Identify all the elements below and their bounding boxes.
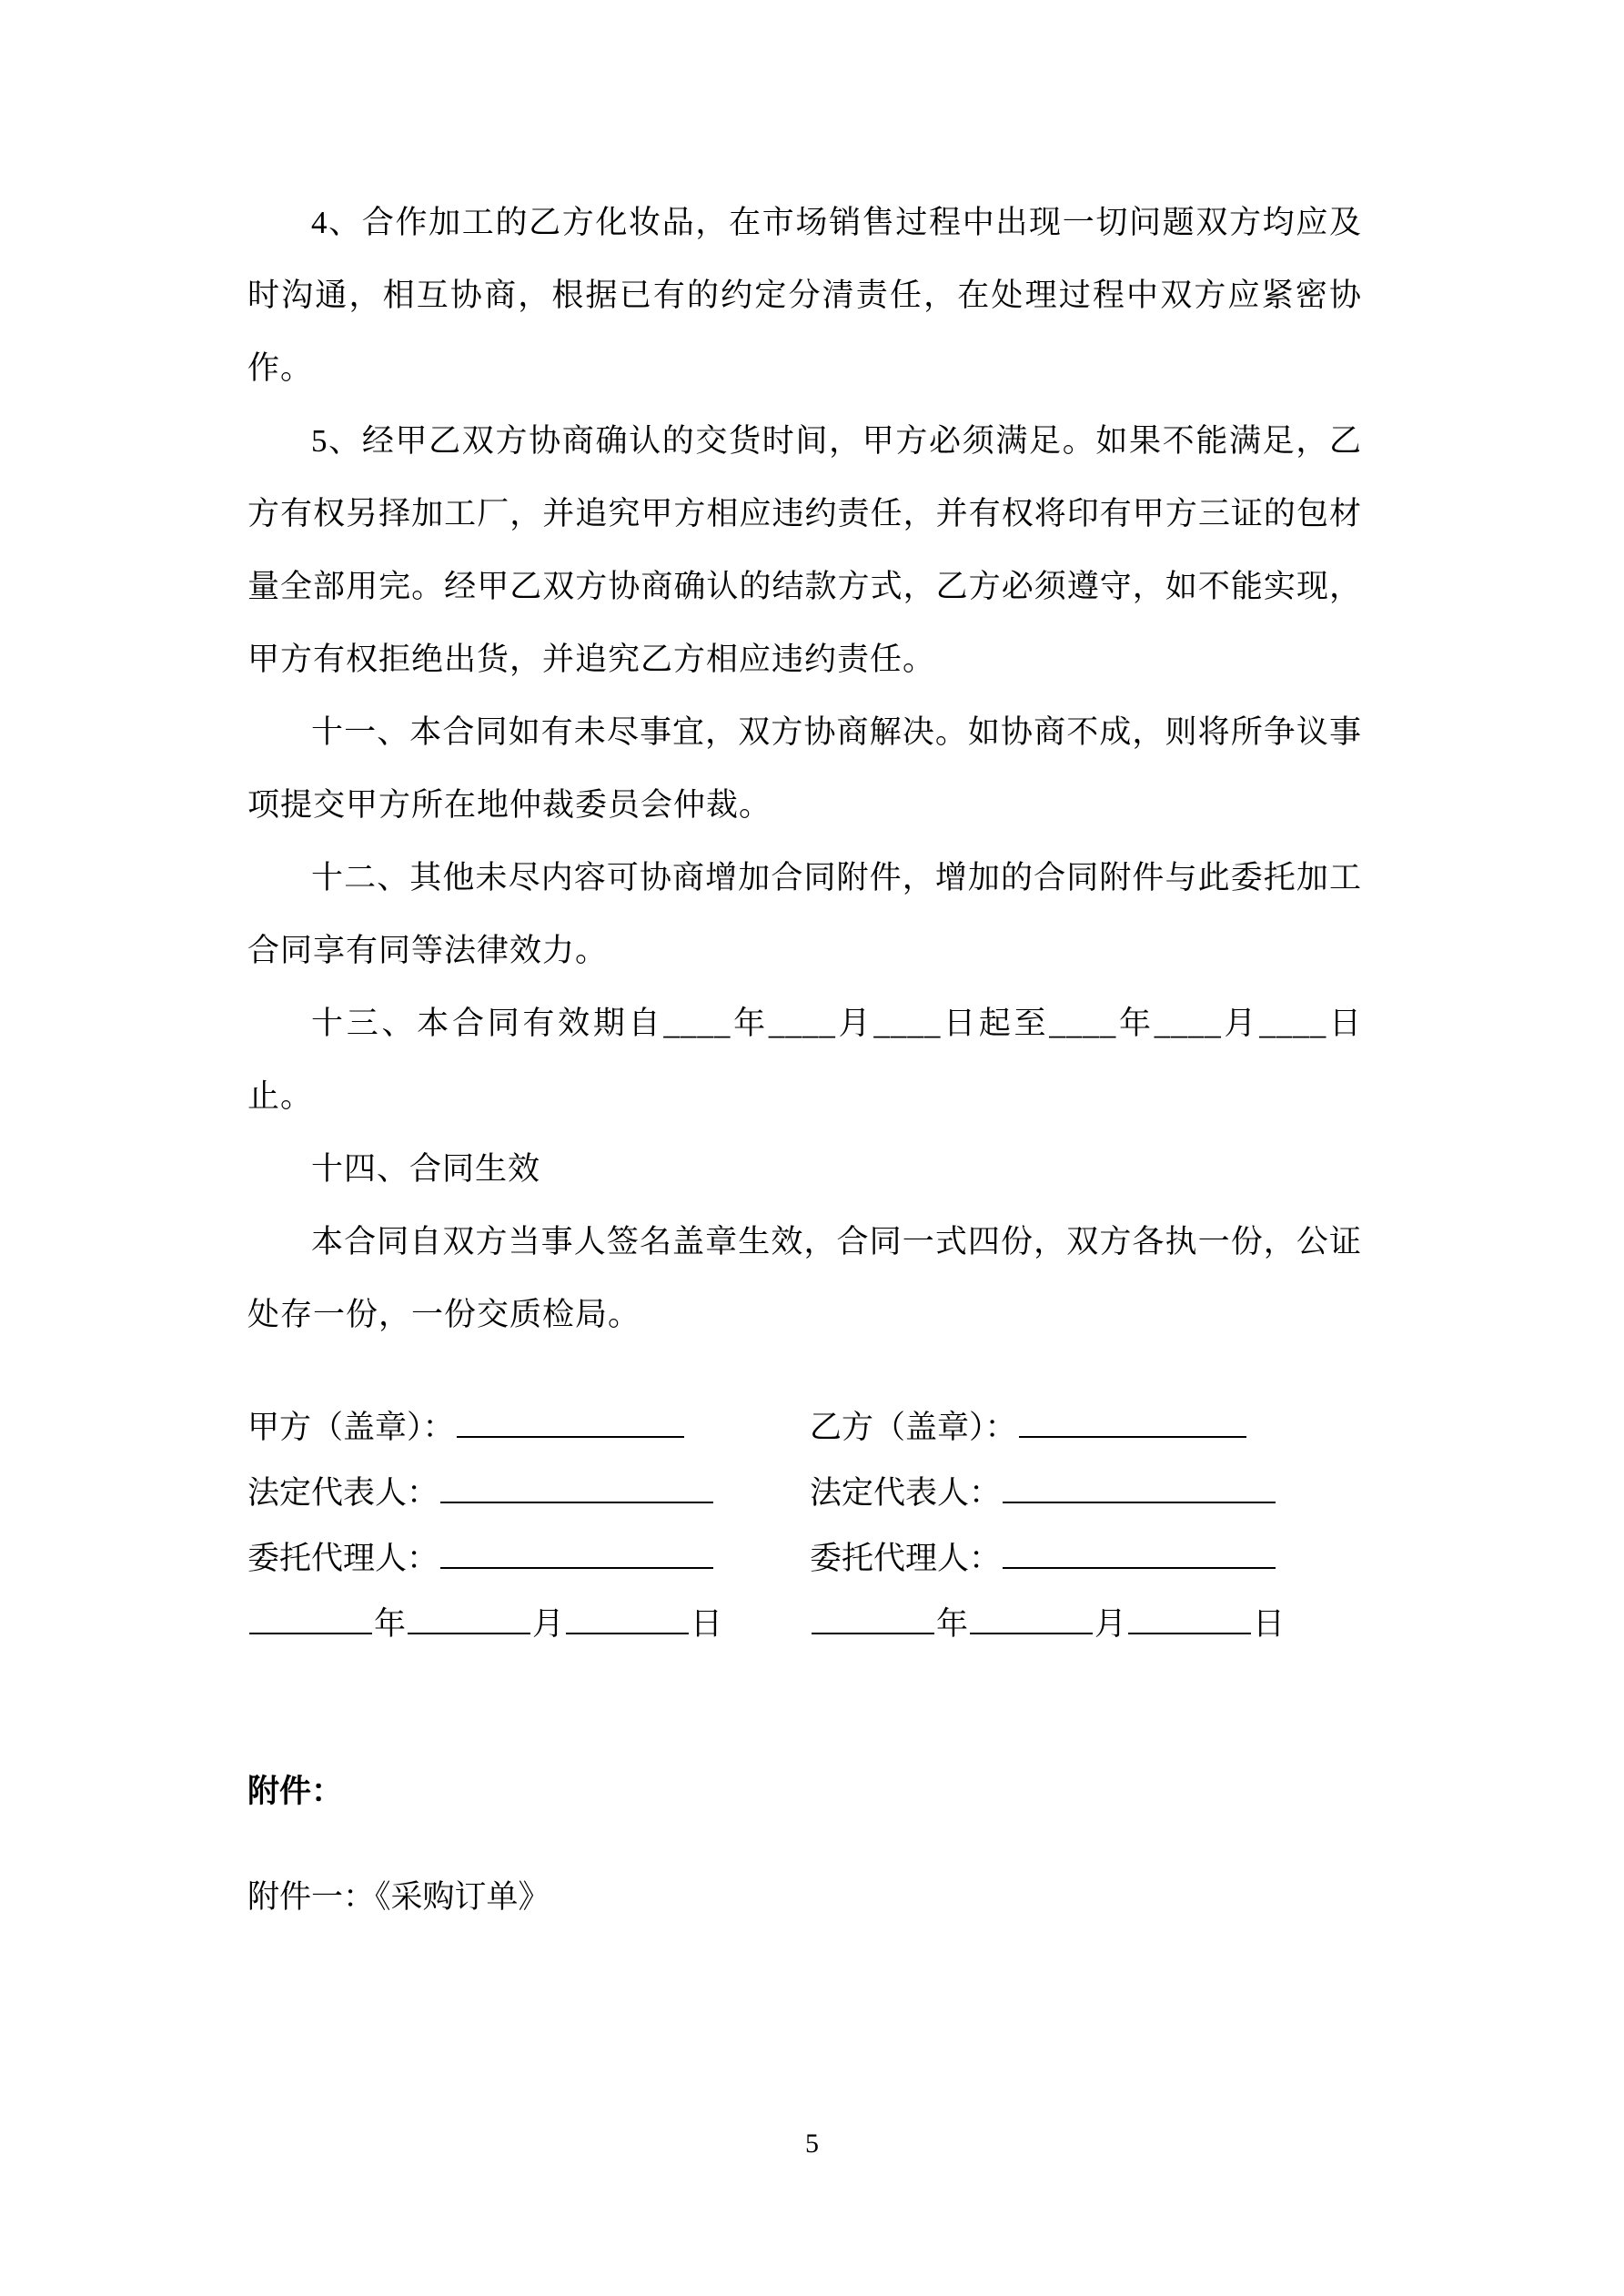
paragraph-effectiveness: 本合同自双方当事人签名盖章生效，合同一式四份，双方各执一份，公证处存一份，一份交质检局。 [247, 1224, 1362, 1332]
party-a-agent-label: 委托代理人： [247, 1541, 439, 1576]
party-a-legal-rep-blank [440, 1502, 713, 1503]
signature-grid [247, 1395, 1362, 1657]
party-a-seal-blank [457, 1436, 684, 1438]
party-b-seal-blank [1019, 1436, 1246, 1438]
party-a-day-label: 日 [691, 1606, 723, 1642]
party-b-year-label: 年 [936, 1606, 969, 1642]
party-b-agent-label: 委托代理人： [810, 1541, 1002, 1576]
party-b-legal-rep-blank [1003, 1502, 1276, 1503]
party-a-agent-blank [440, 1567, 713, 1569]
party-a-year-label: 年 [374, 1606, 407, 1642]
party-b-seal-label: 乙方（盖章）： [810, 1410, 1017, 1445]
party-a-agent-row [247, 1526, 810, 1592]
party-b-day-label: 日 [1253, 1606, 1286, 1642]
party-b-year-blank [812, 1633, 934, 1634]
party-b-day-blank [1128, 1633, 1251, 1634]
document-content [247, 187, 1362, 1934]
party-b-seal-row [810, 1395, 1362, 1461]
party-b-month-blank [970, 1633, 1093, 1634]
attachments-heading: 附件： [247, 1774, 344, 1809]
party-b-agent-row [810, 1526, 1362, 1592]
party-b-date-row [810, 1592, 1362, 1657]
party-a-date-row [247, 1592, 810, 1657]
party-a-day-blank [566, 1633, 689, 1634]
party-b-legal-rep-row [810, 1461, 1362, 1526]
party-a-legal-rep-label: 法定代表人： [247, 1475, 439, 1511]
signature-block [247, 1395, 1362, 1657]
paragraph-4: 4、合作加工的乙方化妆品，在市场销售过程中出现一切问题双方均应及时沟通，相互协商，根据已有的约定分清责任，在处理过程中双方应紧密协作。 [247, 205, 1362, 386]
paragraph-5: 5、经甲乙双方协商确认的交货时间，甲方必须满足。如果不能满足，乙方有权另择加工厂，并追究甲方相应违约责任，并有权将印有甲方三证的包材量全部用完。经甲乙双方协商确认的结款方式，乙方必须遵守，如不能实现，甲方有权拒绝出货，并追究乙方相应违约责任。 [247, 423, 1362, 677]
signature-party-a [247, 1395, 810, 1657]
paragraph-11: 十一、本合同如有未尽事宜，双方协商解决。如协商不成，则将所争议事项提交甲方所在地仲裁委员会仲裁。 [247, 714, 1362, 823]
party-b-agent-blank [1003, 1567, 1276, 1569]
paragraph-13-validity: 十三、本合同有效期自____年____月____日起至____年____月____日止。 [247, 1006, 1362, 1114]
party-a-seal-label: 甲方（盖章）： [247, 1410, 455, 1445]
party-a-legal-rep-row [247, 1461, 810, 1526]
paragraph-12: 十二、其他未尽内容可协商增加合同附件，增加的合同附件与此委托加工合同享有同等法律效力。 [247, 860, 1362, 968]
signature-party-b [810, 1395, 1362, 1657]
party-a-month-label: 月 [532, 1606, 565, 1642]
party-a-month-blank [408, 1633, 530, 1634]
paragraph-14-heading: 十四、合同生效 [311, 1151, 541, 1187]
party-a-seal-row [247, 1395, 810, 1461]
party-b-legal-rep-label: 法定代表人： [810, 1475, 1002, 1511]
attachment-item-1: 附件一：《采购订单》 [247, 1879, 550, 1915]
page-number: 5 [805, 2129, 819, 2159]
party-b-month-label: 月 [1094, 1606, 1127, 1642]
party-a-year-blank [249, 1633, 372, 1634]
